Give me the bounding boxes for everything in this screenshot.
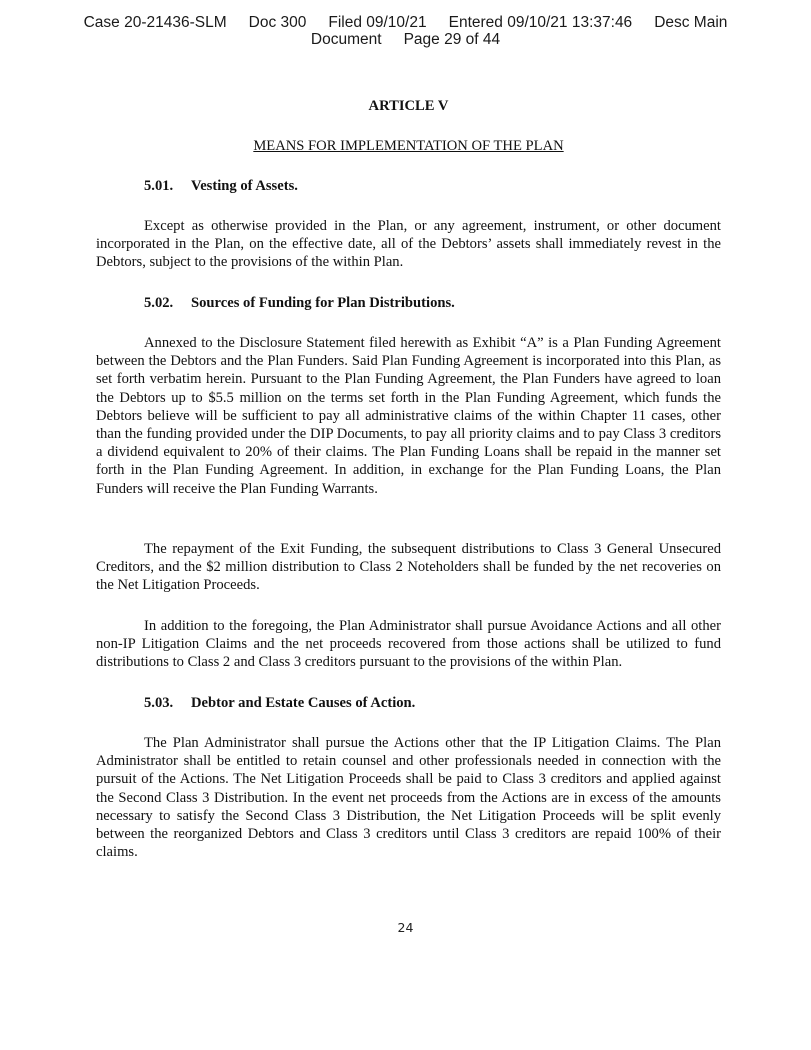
article-subtitle: MEANS FOR IMPLEMENTATION OF THE PLAN — [253, 138, 564, 154]
paragraph-plan-funding-agreement: Annexed to the Disclosure Statement filed herewith as Exhibit “A” is a Plan Funding Agreement between the Debtors and the Plan Funders. Said Plan Funding Agreement is incorporated into this Plan, as set forth verbatim herein. Pursuant to the Plan Funding Agreement, the Plan Funders have agreed to loan the Debtors up to $5.5 million on the terms set forth in the Plan Funding Agreement, which funds the Debtors believe will be sufficient to pay all administrative claims of the within Chapter 11 cases, other than the funding provided under the DIP Documents, to pay all priority claims and to pay Class 3 creditors a dividend equivalent to 20% of their claims. The Plan Funding Loans shall be repaid in the manner set forth in the Plan Funding Agreement. In addition, in exchange for the Plan Funding Loans, the Plan Funders will receive the Plan Funding Warrants. — [96, 335, 721, 497]
header-case-number: Case 20-21436-SLM — [83, 14, 227, 31]
header-line-1 — [0, 14, 811, 31]
section-number: 5.02. — [144, 295, 174, 311]
header-page-count: Page 29 of 44 — [403, 31, 501, 48]
header-document-label: Document — [310, 31, 382, 48]
paragraph-avoidance-actions: In addition to the foregoing, the Plan Administrator shall pursue Avoidance Actions and all other non-IP Litigation Claims and the net proceeds recovered from those actions shall be utilized to fund distributions to Class 2 and Class 3 creditors pursuant to the provisions of the within Plan. — [96, 618, 721, 671]
header-desc: Desc Main — [654, 14, 728, 31]
section-title: Sources of Funding for Plan Distributions. — [191, 295, 455, 311]
paragraph-causes-of-action: The Plan Administrator shall pursue the Actions other that the IP Litigation Claims. The Plan Administrator shall be entitled to retain counsel and other professionals needed in connection with the pursuit of the Actions. The Net Litigation Proceeds shall be paid to Class 3 creditors and applied against the Second Class 3 Distribution. In the event net proceeds from the Actions are in excess of the amounts necessary to satisfy the Second Class 3 Distribution, the Net Litigation Proceeds will be split evenly between the reorganized Debtors and Class 3 creditors until Class 3 creditors are repaid 100% of their claims. — [96, 735, 721, 861]
header-doc-number: Doc 300 — [248, 14, 307, 31]
section-heading-5-02 — [144, 294, 455, 312]
section-heading-5-01 — [144, 177, 298, 195]
paragraph-vesting-of-assets: Except as otherwise provided in the Plan, or any agreement, instrument, or other document incorporated in the Plan, on the effective date, all of the Debtors’ assets shall immediately revest in the Debtors, subject to the provisions of the within Plan. — [96, 218, 721, 271]
header-line-2 — [0, 31, 811, 48]
page-number: 24 — [397, 920, 414, 935]
section-number: 5.01. — [144, 178, 174, 194]
section-title: Debtor and Estate Causes of Action. — [191, 695, 416, 711]
article-title: ARTICLE V — [368, 98, 449, 114]
section-heading-5-03 — [144, 694, 415, 712]
section-number: 5.03. — [144, 695, 174, 711]
header-entered-date: Entered 09/10/21 13:37:46 — [448, 14, 633, 31]
paragraph-exit-funding-repayment: The repayment of the Exit Funding, the subsequent distributions to Class 3 General Unsecured Creditors, and the $2 million distribution to Class 2 Noteholders shall be funded by the net recoveries on the Net Litigation Proceeds. — [96, 541, 721, 594]
court-filing-header — [0, 14, 811, 48]
section-title: Vesting of Assets. — [191, 178, 298, 194]
header-filed-date: Filed 09/10/21 — [328, 14, 427, 31]
